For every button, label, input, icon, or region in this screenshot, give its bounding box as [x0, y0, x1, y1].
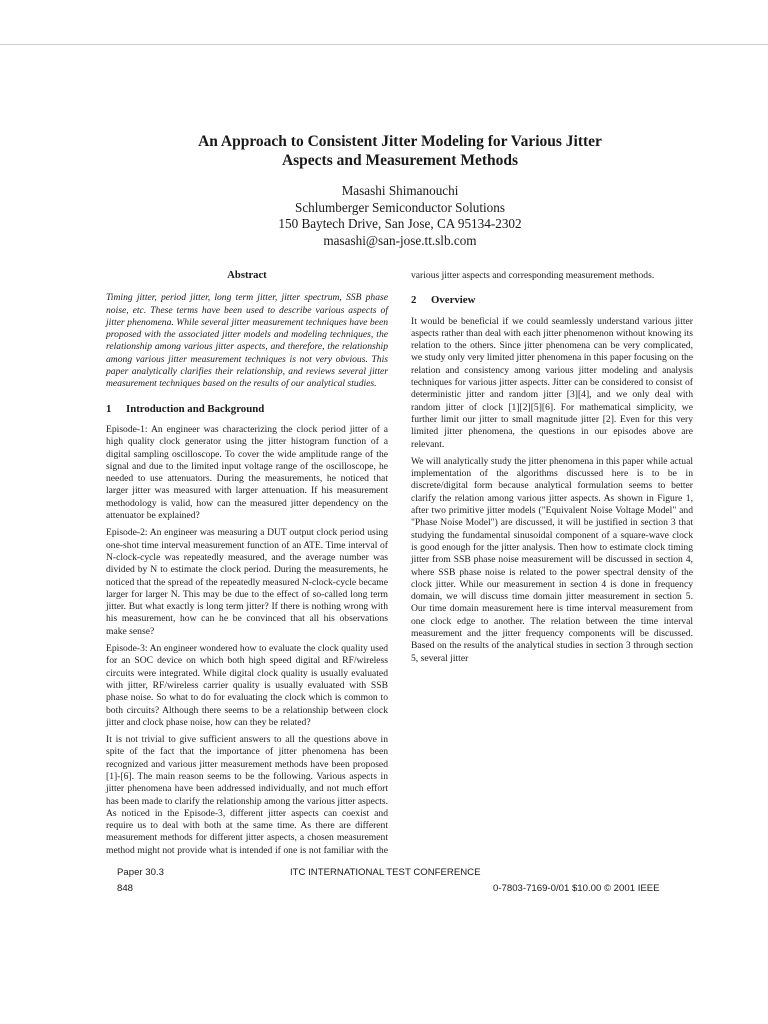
footer-paper-label: Paper 30.3 — [117, 867, 164, 878]
section-1-paragraph-continued: various jitter aspects and corresponding measurement methods. — [411, 270, 655, 281]
abstract-text: Timing jitter, period jitter, long term jitter, jitter spectrum, SSB phase noise, etc. These terms have been used to describe various aspects of jitter phenomena. While several jitter measurement techniques have been proposed with the associated jitter models and modeling techniques, the relationship among various jitter aspects, and therefore, the relationship among various jitter measurement techniques is not very obvious. This paper analytically clarifies their relationship, and reviews several jitter measurement techniques based on the results of our analytical studies. — [106, 292, 388, 390]
top-rule — [0, 44, 768, 45]
title-line-1: An Approach to Consistent Jitter Modeling for Various Jitter — [198, 133, 602, 150]
author-email: masashi@san-jose.tt.slb.com — [323, 232, 477, 248]
author-name: Masashi Shimanouchi — [341, 183, 459, 198]
author-affiliation: Schlumberger Semiconductor Solutions — [294, 199, 505, 215]
author-block — [150, 183, 650, 249]
section-2-title: Overview — [431, 294, 476, 307]
section-1-paragraph: Episode-1: An engineer was characterizing the clock period jitter of a high quality clock generator using the jitter histogram function of a digital sampling oscilloscope. To cover the wide amplitude range of the signal and due to the limited input voltage range of the oscilloscope, he needed to use attenuators. During the measurements, he noticed that larger jitter was measured with larger attenuation. If his measurement methodology is valid, how can the measured jitter dependency on the attenuator be explained? — [106, 423, 388, 522]
section-1-heading — [106, 403, 388, 415]
section-2-paragraph: We will analytically study the jitter phenomena in this paper while actual implementation of the algorithms discussed here is to be in discrete/digital form because analytical formulation seems to better clarify the relation among various jitter aspects. As shown in Figure 1, after two primitive jitter models ("Equivalent Noise Voltage Model" and "Phase Noise Model") are discussed, it will be justified in section 3 that studying the fundamental sinusoidal component of a square-wave clock is good enough for the jitter analysis. Then how to estimate clock timing jitter from SSB phase noise measurement will be discussed in section 4, where SSB phase noise is related to the power spectral density of the clock jitter. While our measurement in section 4 is done in frequency domain, we will discuss time domain jitter measurement in section 5. Our time domain measurement here is time interval measurement from one clock edge to another. The relation between the time interval measurement and the jitter frequency components will be discussed. Based on the results of the analytical studies in section 3 through section 5, several jitter — [411, 455, 693, 664]
right-column — [411, 270, 693, 670]
section-1-paragraph: Episode-2: An engineer was measuring a DUT output clock period using one-shot time interval measurement function of an ATE. Time interval of N-clock-cycle was repeatedly measured, and the average number was divided by N to estimate the clock period. During the measurements, he noticed that the spread of the repeatedly measured N-clock-cycle became larger for larger N. This may be due to the effect of so-called long term jitter. But what exactly is long term jitter? If there is nothing wrong with his measurement, how can he be convinced that all his observations make sense? — [106, 527, 388, 637]
author-address: 150 Baytech Drive, San Jose, CA 95134-2302 — [278, 216, 522, 231]
abstract-heading: Abstract — [227, 270, 267, 281]
section-2-paragraph: It would be beneficial if we could seamlessly understand various jitter aspects rather than deal with each jitter phenomenon without knowing its relation to the others. Since jitter phenomena can be very complicated, we study only very limited jitter phenomena in this paper focusing on the relation and consistency among various jitter modeling and analysis techniques for various jitter aspects. Jitter can be considered to consist of deterministic jitter and random jitter [3][4], and we only deal with random jitter of clock [1][2][5][6]. For mathematical simplicity, we further limit our jitter to small magnitude jitter [2]. Even for this very limited jitter phenomena, the questions in our episodes above are relevant. — [411, 315, 693, 450]
section-1-title: Introduction and Background — [126, 402, 265, 415]
paper-title — [100, 132, 700, 170]
left-column — [106, 270, 388, 862]
footer-conference: ITC INTERNATIONAL TEST CONFERENCE — [290, 867, 481, 878]
footer-copyright: 0-7803-7169-0/01 $10.00 © 2001 IEEE — [493, 883, 660, 894]
title-line-2: Aspects and Measurement Methods — [281, 152, 519, 169]
section-1-paragraph: It is not trivial to give sufficient answers to all the questions above in spite of the fact that the importance of jitter phenomena has been recognized and various jitter measurement methods have been proposed [1]-[6]. The main reason seems to be the following. Various aspects in jitter phenomena have been addressed individually, and not much effort has been made to clarify the relationship among the various jitter aspects. As noticed in the Episode-3, different jitter aspects can coexist and require us to deal with both at the same time. As there are different measurement methods for different jitter aspects, a chosen measurement method might not provide what is intended if one is not familiar with the — [106, 734, 388, 856]
section-1-number: 1 — [106, 402, 112, 415]
section-2-number: 2 — [411, 294, 417, 307]
section-1-paragraph: Episode-3: An engineer wondered how to evaluate the clock quality used for an SOC device on which both high speed digital and RF/wireless circuits were integrated. While digital clock quality is usually evaluated with jitter, RF/wireless carrier quality is usually evaluated with SSB phase noise. So what to do for evaluating the clock which is common to both circuits? Although there seems to be a relationship between clock jitter and clock phase noise, how can they be related? — [106, 643, 388, 728]
section-2-heading — [411, 294, 693, 306]
footer-page-number: 848 — [117, 883, 134, 894]
